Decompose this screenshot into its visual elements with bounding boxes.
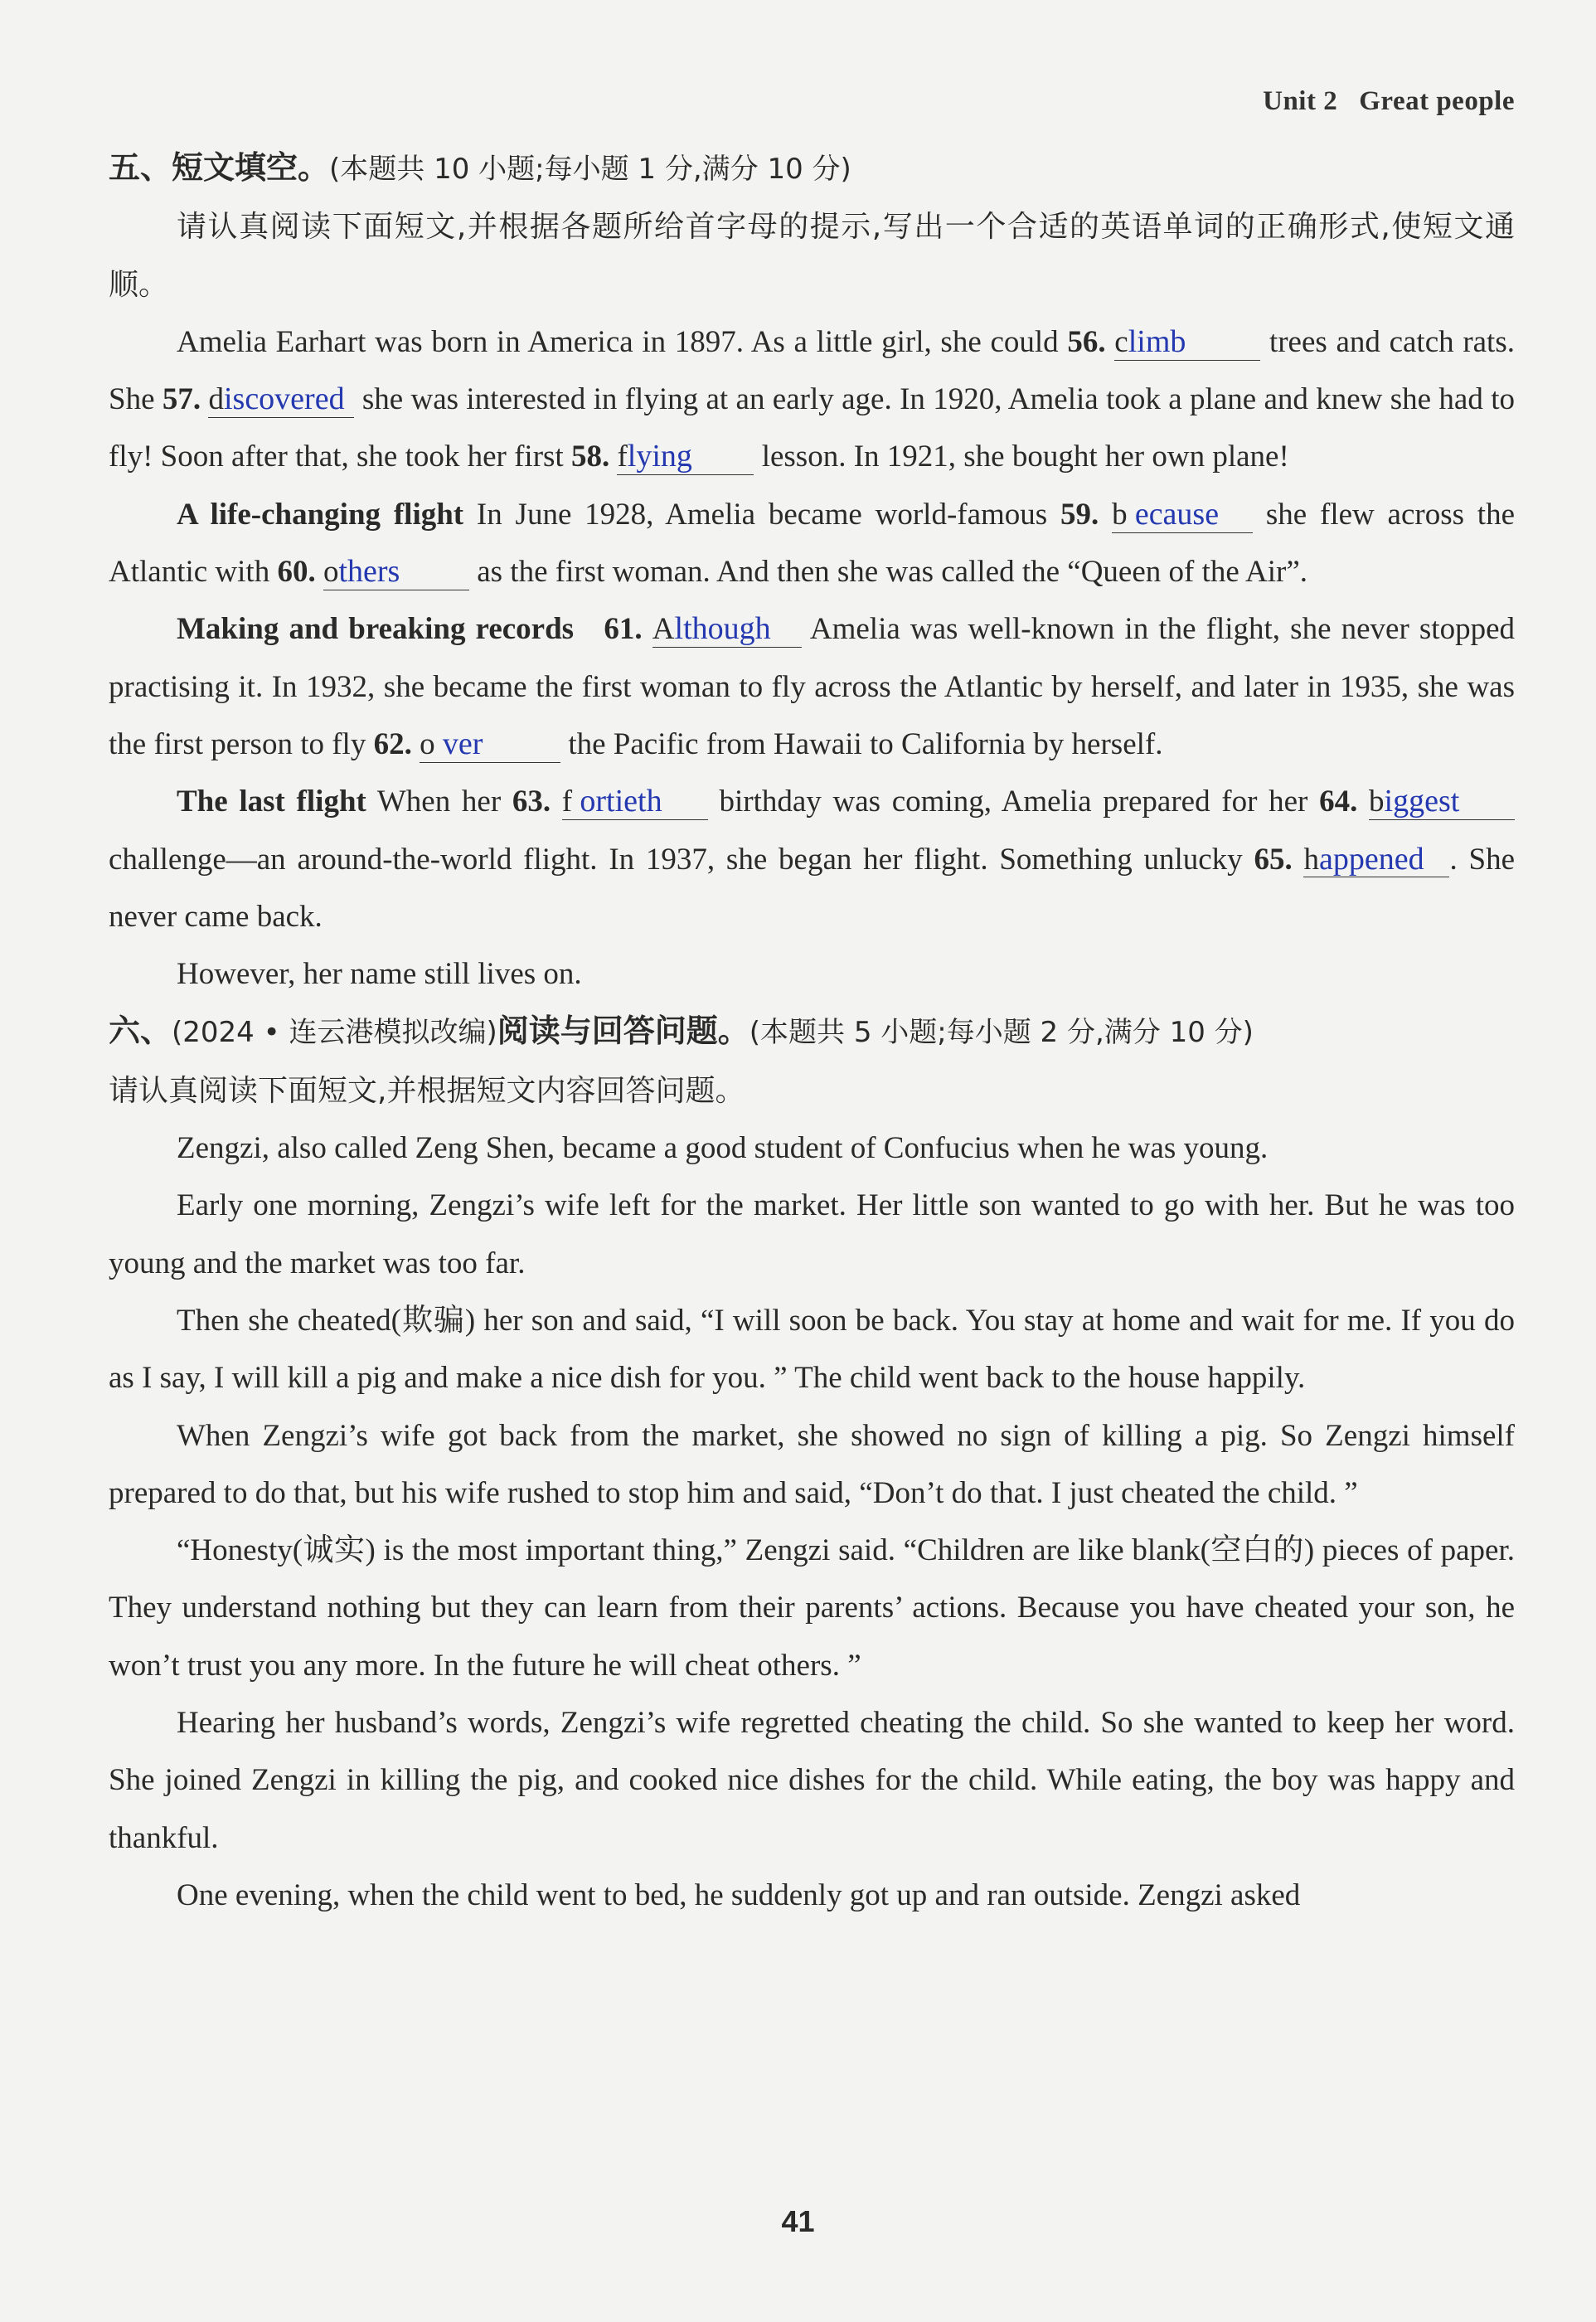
reading-paragraph: One evening, when the child went to bed, he suddenly got up and ran outside. Zengzi asked [177, 1878, 1301, 1912]
answer-blank-57[interactable]: discovered [208, 382, 354, 418]
passage-paragraph-1: Amelia Earhart was born in America in 1897. As a little girl, she could 56. climb trees and catch rats. She 57. discovered she was interested in flying at an early age. In 1920, Amelia took a plane and knew she had to fly! Soon after that, she took her first 58. flying lesson. In 1921, she bought her own plane! [109, 323, 1515, 474]
passage-paragraph-4: The last flight When her 63. f ortieth birthday was coming, Amelia prepared for her 64. biggest challenge—an around-the-world flight. In 1937, she began her flight. Something unlucky 65. happened . She never came back. [109, 784, 1516, 934]
section5-note: (本题共 10 小题;每小题 1 分,满分 10 分) [329, 153, 851, 186]
answer-blank-58[interactable]: flying [617, 440, 754, 475]
handwritten-answer-65: appened [1318, 841, 1424, 877]
section5-instruction: 请认真阅读下面短文,并根据各题所给首字母的提示,写出一个合适的英语单词的正确形式,使短文通顺。 [109, 210, 1515, 302]
page-content [109, 139, 1515, 1924]
paragraph-heading: A life-changing flight [177, 497, 464, 532]
handwritten-answer-61: lthough [674, 611, 771, 647]
answer-blank-60[interactable]: others [323, 555, 469, 590]
section6-prefix: 六、 [109, 1013, 172, 1050]
question-number-60: 60. [277, 555, 316, 590]
passage-paragraph-2: A life-changing flight In June 1928, Amelia became world-famous 59. b ecause she flew across the Atlantic with 60. others as the first woman. And then she was called the “Queen of the Air”. [109, 496, 1516, 590]
question-number-64: 64. [1319, 785, 1358, 819]
answer-blank-56[interactable]: climb [1114, 325, 1260, 361]
question-number-62: 62. [373, 726, 412, 761]
passage-paragraph-5: However, her name still lives on. [177, 957, 582, 992]
section6-instruction: 请认真阅读下面短文,并根据短文内容回答问题。 [109, 1073, 745, 1108]
handwritten-answer-57: iscovered [223, 381, 345, 417]
reading-paragraph: Then she cheated(欺骗) her son and said, “I will soon be back. You stay at home and wait for me. If you do as I say, I will kill a pig and make a nice dish for you. ” The child went back to the house happily. [109, 1303, 1515, 1396]
section6-note: (本题共 5 小题;每小题 2 分,满分 10 分) [749, 1016, 1254, 1050]
unit-title: Great people [1359, 86, 1515, 116]
unit-label: Unit 2 [1263, 86, 1338, 116]
question-number-57: 57. [162, 382, 201, 417]
page-header [1263, 86, 1515, 117]
reading-paragraph: “Honesty(诚实) is the most important thing,” Zengzi said. “Children are like blank(空白的) pieces of paper. They understand nothing but they can learn from their parents’ actions. Because you have cheated your son, he won’t trust you any more. In the future he will cheat others. ” [109, 1533, 1515, 1683]
handwritten-answer-56: limb [1128, 323, 1186, 359]
section6-source: (2024 • 连云港模拟改编) [172, 1016, 497, 1050]
section5-heading [109, 139, 1515, 198]
question-number-63: 63. [512, 785, 551, 819]
question-number-59: 59. [1060, 497, 1099, 532]
question-number-56: 56. [1067, 324, 1106, 359]
question-number-65: 65. [1254, 842, 1293, 877]
answer-blank-64[interactable]: biggest [1369, 785, 1515, 820]
handwritten-answer-59: ecause [1134, 496, 1220, 532]
answer-blank-63[interactable]: f ortieth [562, 785, 708, 820]
handwritten-answer-64: iggest [1384, 784, 1460, 819]
paragraph-heading: The last flight [177, 785, 366, 819]
reading-paragraph: Hearing her husband’s words, Zengzi’s wife regretted cheating the child. So she wanted to keep her word. She joined Zengzi in killing the pig, and cooked nice dishes for the child. While eating, the boy was happy and thankful. [109, 1706, 1515, 1855]
handwritten-answer-58: lying [627, 439, 692, 474]
section5-title: 五、短文填空。 [109, 149, 330, 186]
reading-paragraph: When Zengzi’s wife got back from the market, she showed no sign of killing a pig. So Zengzi himself prepared to do that, but his wife rushed to stop him and said, “Don’t do that. I just cheated the child. ” [109, 1418, 1515, 1510]
handwritten-answer-60: thers [338, 554, 400, 590]
section6-title: 阅读与回答问题。 [497, 1013, 749, 1050]
question-number-58: 58. [570, 440, 610, 474]
paragraph-heading: Making and breaking records [177, 612, 575, 647]
section6-heading [109, 1003, 1515, 1061]
answer-blank-61[interactable]: Although [652, 612, 802, 648]
reading-paragraph: Early one morning, Zengzi’s wife left for the market. Her little son wanted to go with her. But he was too young and the market was too far. [109, 1188, 1515, 1280]
answer-blank-62[interactable]: o ver [420, 727, 560, 763]
question-number-61: 61. [604, 612, 643, 647]
reading-paragraph: Zengzi, also called Zeng Shen, became a good student of Confucius when he was young. [177, 1131, 1269, 1166]
answer-blank-59[interactable]: b ecause [1112, 498, 1253, 533]
handwritten-answer-63: ortieth [580, 784, 662, 819]
answer-blank-65[interactable]: happened [1303, 843, 1449, 878]
page-number: 41 [781, 2204, 815, 2238]
passage-paragraph-3: Making and breaking records 61. Although Amelia was well-known in the flight, she never stopped practising it. In 1932, she became the first woman to fly across the Atlantic by herself, and later in 1935, she was the first person to fly 62. o ver the Pacific from Hawaii to California by herself. [109, 611, 1515, 761]
handwritten-answer-62: ver [442, 726, 483, 761]
